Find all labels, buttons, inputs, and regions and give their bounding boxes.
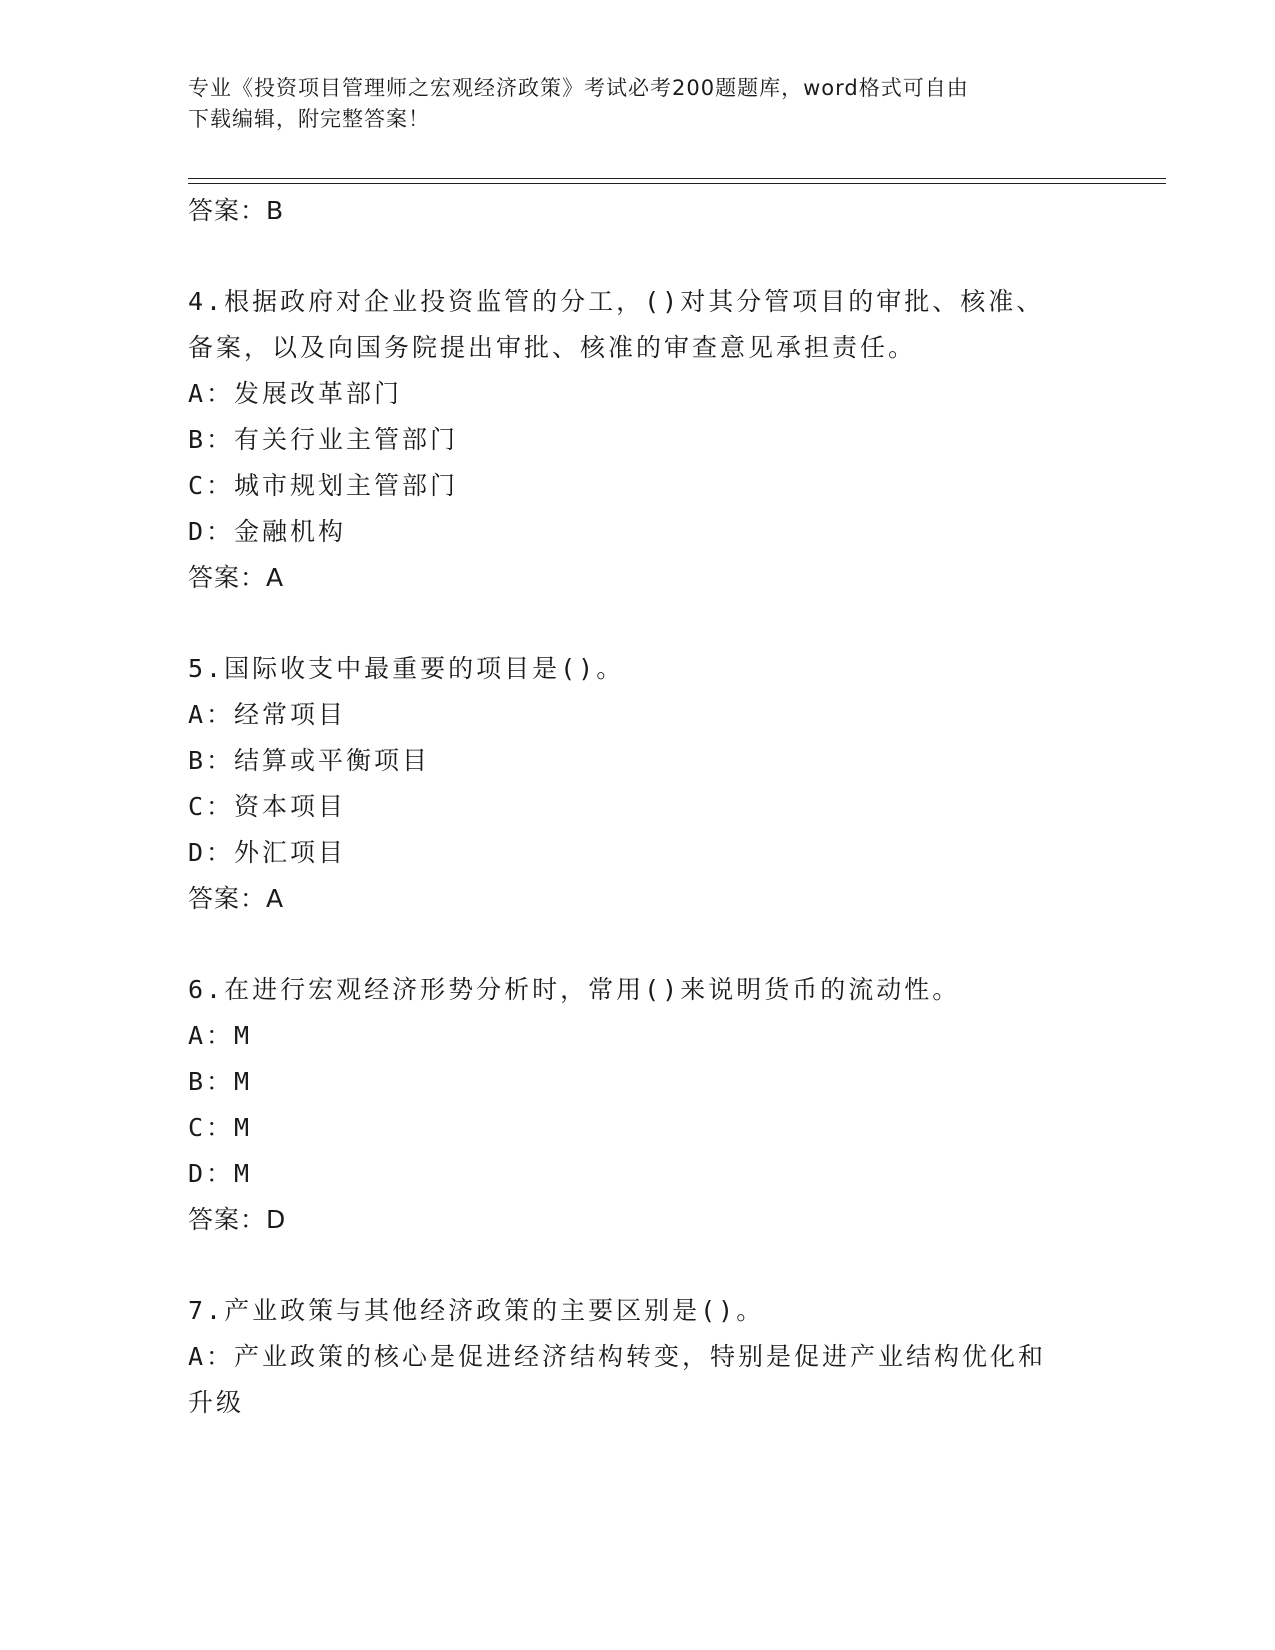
option-b: B：结算或平衡项目 — [188, 746, 431, 775]
question-list — [188, 188, 1088, 1426]
question-7 — [188, 1288, 1088, 1426]
answer-label: 答案：A — [188, 884, 285, 913]
option-d: D：M — [188, 1159, 253, 1188]
option-a: A：M — [188, 1021, 253, 1050]
option-a-continued: 升级 — [188, 1388, 245, 1417]
option-a: A：发展改革部门 — [188, 379, 403, 408]
option-c: C：M — [188, 1113, 253, 1142]
answer-label: 答案：B — [188, 196, 285, 225]
question-stem: 6.在进行宏观经济形势分析时，常用()来说明货币的流动性。 — [188, 975, 961, 1004]
option-b: B：M — [188, 1067, 253, 1096]
header-divider-bottom — [188, 183, 1166, 184]
option-a: A：经常项目 — [188, 700, 347, 729]
question-6 — [188, 967, 1088, 1243]
header-divider-top — [188, 178, 1166, 179]
question-stem: 4.根据政府对企业投资监管的分工，()对其分管项目的审批、核准、 — [188, 287, 1045, 316]
header-line-1: 专业《投资项目管理师之宏观经济政策》考试必考200题题库，word格式可自由 — [188, 76, 969, 100]
answer-label: 答案：D — [188, 1205, 287, 1234]
option-b: B：有关行业主管部门 — [188, 425, 459, 454]
question-stem-continued: 备案，以及向国务院提出审批、核准的审查意见承担责任。 — [188, 333, 917, 362]
answer-label: 答案：A — [188, 563, 285, 592]
question-4 — [188, 279, 1088, 601]
header-line-2: 下载编辑，附完整答案！ — [188, 107, 430, 131]
option-c: C：资本项目 — [188, 792, 347, 821]
question-stem: 7.产业政策与其他经济政策的主要区别是()。 — [188, 1296, 765, 1325]
question-5 — [188, 646, 1088, 922]
question-stem: 5.国际收支中最重要的项目是()。 — [188, 654, 625, 683]
option-d: D：金融机构 — [188, 517, 347, 546]
option-d: D：外汇项目 — [188, 838, 347, 867]
option-c: C：城市规划主管部门 — [188, 471, 459, 500]
option-a: A：产业政策的核心是促进经济结构转变，特别是促进产业结构优化和 — [188, 1342, 1047, 1371]
document-header — [188, 73, 1088, 135]
